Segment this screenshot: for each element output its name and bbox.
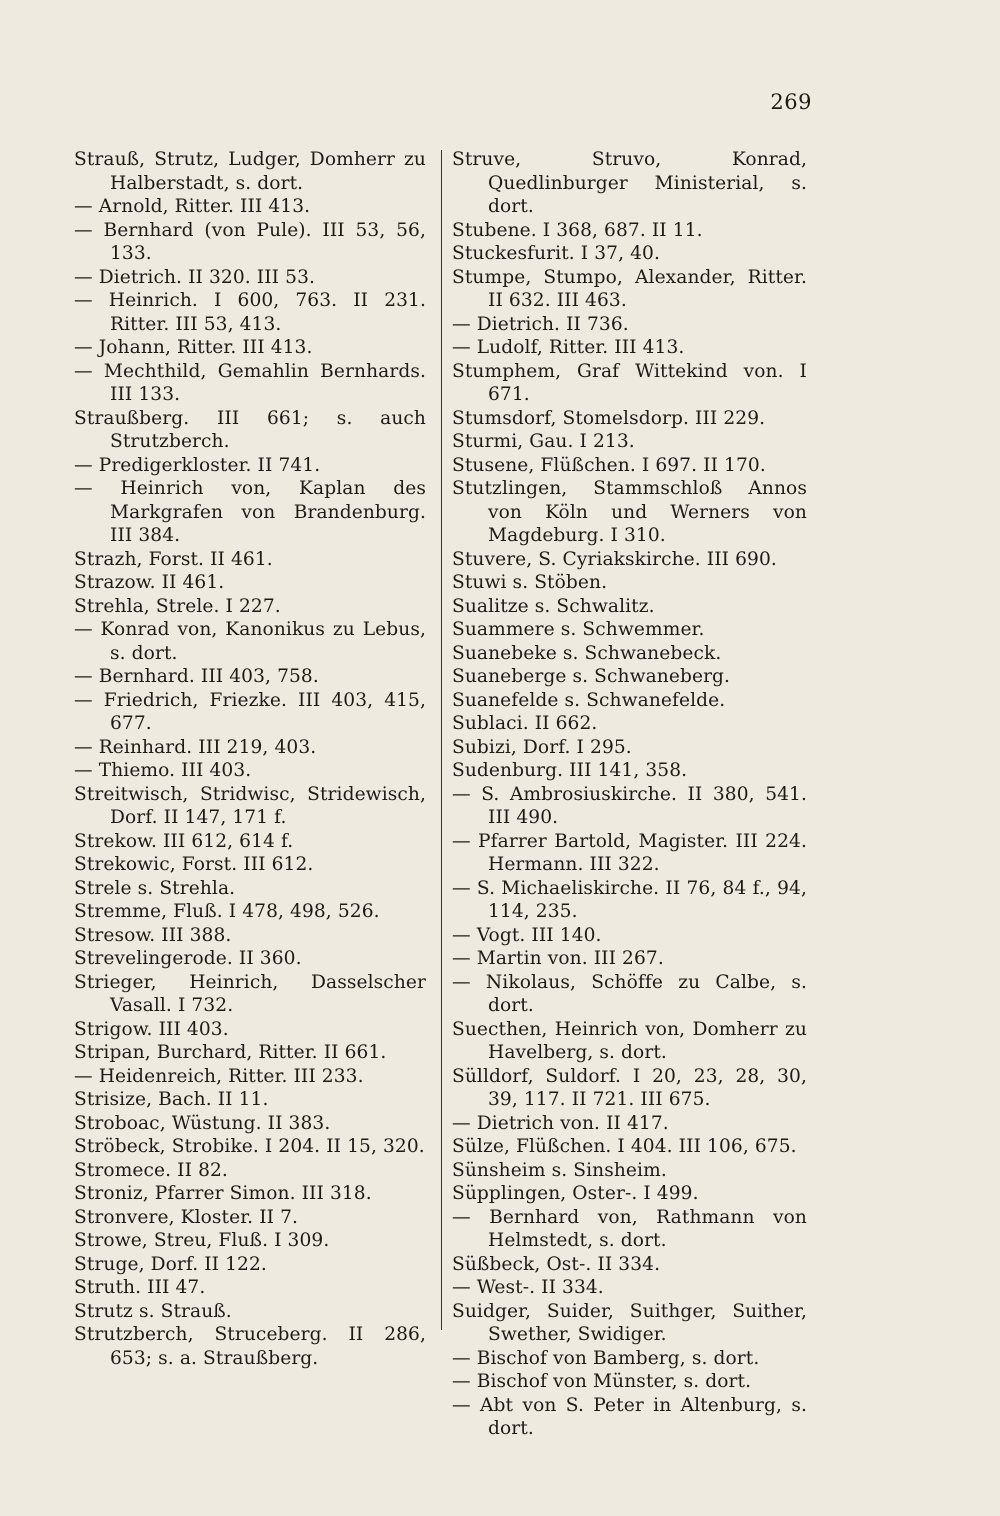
index-entry: — Arnold, Ritter. III 413. [74,196,311,217]
index-entry: — Heinrich von, Kaplan des Markgrafen von Brandenburg. III 384. [74,478,426,546]
index-entry: — Predigerkloster. II 741. [74,454,321,476]
index-entry: Struge, Dorf. II 122. [74,1253,267,1275]
index-entry: Stronvere, Kloster. II 7. [74,1206,299,1228]
index-entry: Stresow. III 388. [74,924,232,946]
index-entry: Strowe, Streu, Fluß. I 309. [74,1230,330,1251]
index-entry: Ströbeck, Strobike. I 204. II 15, 320. [74,1136,425,1157]
index-entry: — Friedrich, Friezke. III 403, 415, 677. [74,689,426,734]
index-entry: — Johann, Ritter. III 413. [74,337,313,358]
index-entry: — S. Michaeliskirche. II 76, 84 f., 94, 114, 235. [452,877,807,922]
index-entry: — Thiemo. III 403. [74,760,252,781]
index-entry: — Dietrich von. II 417. [452,1112,669,1134]
index-entry: Stroniz, Pfarrer Simon. III 318. [74,1183,372,1204]
index-entry: — Dietrich. II 320. III 53. [74,266,316,288]
index-entry: — Heinrich. I 600, 763. II 231. Ritter. III 53, 413. [74,290,426,335]
index-entry: — Bischof von Bamberg, s. dort. [452,1347,760,1369]
index-entry: Sülze, Flüßchen. I 404. III 106, 675. [452,1136,797,1157]
index-entry: — Konrad von, Kanonikus zu Lebus, s. dort. [74,619,426,664]
index-entry: Sturmi, Gau. I 213. [452,431,635,452]
index-entry: Stutzlingen, Stammschloß Annos von Köln und Werners von Magdeburg. I 310. [452,478,807,546]
index-entry: — Bischof von Münster, s. dort. [452,1371,752,1392]
left-column [74,148,426,1370]
index-entry: Strutz s. Strauß. [74,1300,232,1322]
right-column [452,148,807,1441]
index-entry: Stumsdorf, Stomelsdorp. III 229. [452,407,766,429]
index-entry: Stuwi s. Stöben. [452,572,608,593]
index-entry: Strekowic, Forst. III 612. [74,854,314,875]
index-entry: Streitwisch, Stridwisc, Stridewisch, Dorf. II 147, 171 f. [74,783,426,828]
index-entry: Straußberg. III 661; s. auch Strutzberch. [74,407,426,452]
index-entry: Stromece. II 82. [74,1159,228,1181]
index-entry: Sualitze s. Schwalitz. [452,595,655,617]
index-entry: Strazow. II 461. [74,572,225,593]
index-entry: Struve, Struvo, Konrad, Quedlinburger Ministerial, s. dort. [452,149,807,217]
index-entry: Strieger, Heinrich, Dasselscher Vasall. I 732. [74,971,426,1016]
index-entry: Stripan, Burchard, Ritter. II 661. [74,1042,387,1063]
index-entry: — Heidenreich, Ritter. III 233. [74,1065,364,1087]
index-entry: — Martin von. III 267. [452,948,664,969]
index-entry: Suammere s. Schwemmer. [452,619,705,640]
index-entry: — Vogt. III 140. [452,924,602,946]
index-entry: Stremme, Fluß. I 478, 498, 526. [74,901,380,922]
index-entry: Stumphem, Graf Wittekind von. I 671. [452,360,807,405]
index-entry: Suanebeke s. Schwanebeck. [452,642,722,664]
index-entry: Strutzberch, Struceberg. II 286, 653; s. a. Straußberg. [74,1324,426,1369]
index-entry: Strele s. Strehla. [74,877,236,899]
index-entry: Subizi, Dorf. I 295. [452,736,632,758]
index-entry: Stroboac, Wüstung. II 383. [74,1112,331,1134]
index-entry: Suidger, Suider, Suithger, Suither, Swether, Swidiger. [452,1300,807,1345]
index-entry: Suecthen, Heinrich von, Domherr zu Havelberg, s. dort. [452,1018,807,1063]
index-entry: Stuckesfurit. I 37, 40. [452,243,661,264]
index-entry: Strazh, Forst. II 461. [74,548,273,570]
index-entry: — S. Ambrosiuskirche. II 380, 541. III 490. [452,783,807,828]
index-entry: — West-. II 334. [452,1277,604,1298]
index-entry: — Bernhard von, Rathmann von Helmstedt, s. dort. [452,1206,807,1251]
index-entry: Suaneberge s. Schwaneberg. [452,666,731,687]
index-entry: — Nikolaus, Schöffe zu Calbe, s. dort. [452,971,807,1016]
index-entry: — Bernhard (von Pule). III 53, 56, 133. [74,219,426,264]
index-entry: — Abt von S. Peter in Altenburg, s. dort. [452,1394,807,1439]
column-divider [441,150,442,1330]
index-entry: Sülldorf, Suldorf. I 20, 23, 28, 30, 39, 117. II 721. III 675. [452,1065,807,1110]
index-entry: — Pfarrer Bartold, Magister. III 224. Hermann. III 322. [452,830,807,875]
index-entry: Stumpe, Stumpo, Alexander, Ritter. II 632. III 463. [452,266,807,311]
index-entry: Strekow. III 612, 614 f. [74,830,294,852]
index-entry: — Reinhard. III 219, 403. [74,736,317,758]
index-entry: Strauß, Strutz, Ludger, Domherr zu Halberstadt, s. dort. [74,149,426,194]
index-entry: — Ludolf, Ritter. III 413. [452,337,685,358]
index-entry: Sublaci. II 662. [452,713,598,734]
index-entry: — Mechthild, Gemahlin Bernhards. III 133. [74,360,426,405]
index-entry: Strehla, Strele. I 227. [74,595,281,617]
index-entry: Strigow. III 403. [74,1018,229,1040]
index-entry: Stusene, Flüßchen. I 697. II 170. [452,454,766,476]
index-entry: — Bernhard. III 403, 758. [74,666,319,687]
index-entry: Süpplingen, Oster-. I 499. [452,1183,699,1204]
index-entry: Struth. III 47. [74,1277,206,1298]
index-entry: Strisize, Bach. II 11. [74,1089,269,1110]
index-entry: Süßbeck, Ost-. II 334. [452,1253,661,1275]
index-entry: Sünsheim s. Sinsheim. [452,1159,667,1181]
page-number: 269 [770,90,812,114]
index-entry: Strevelingerode. II 360. [74,948,302,969]
index-entry: Stubene. I 368, 687. II 11. [452,219,703,241]
index-entry: Stuvere, S. Cyriakskirche. III 690. [452,548,777,570]
index-entry: Suanefelde s. Schwanefelde. [452,689,726,711]
index-entry: — Dietrich. II 736. [452,313,629,335]
index-entry: Sudenburg. III 141, 358. [452,760,688,781]
